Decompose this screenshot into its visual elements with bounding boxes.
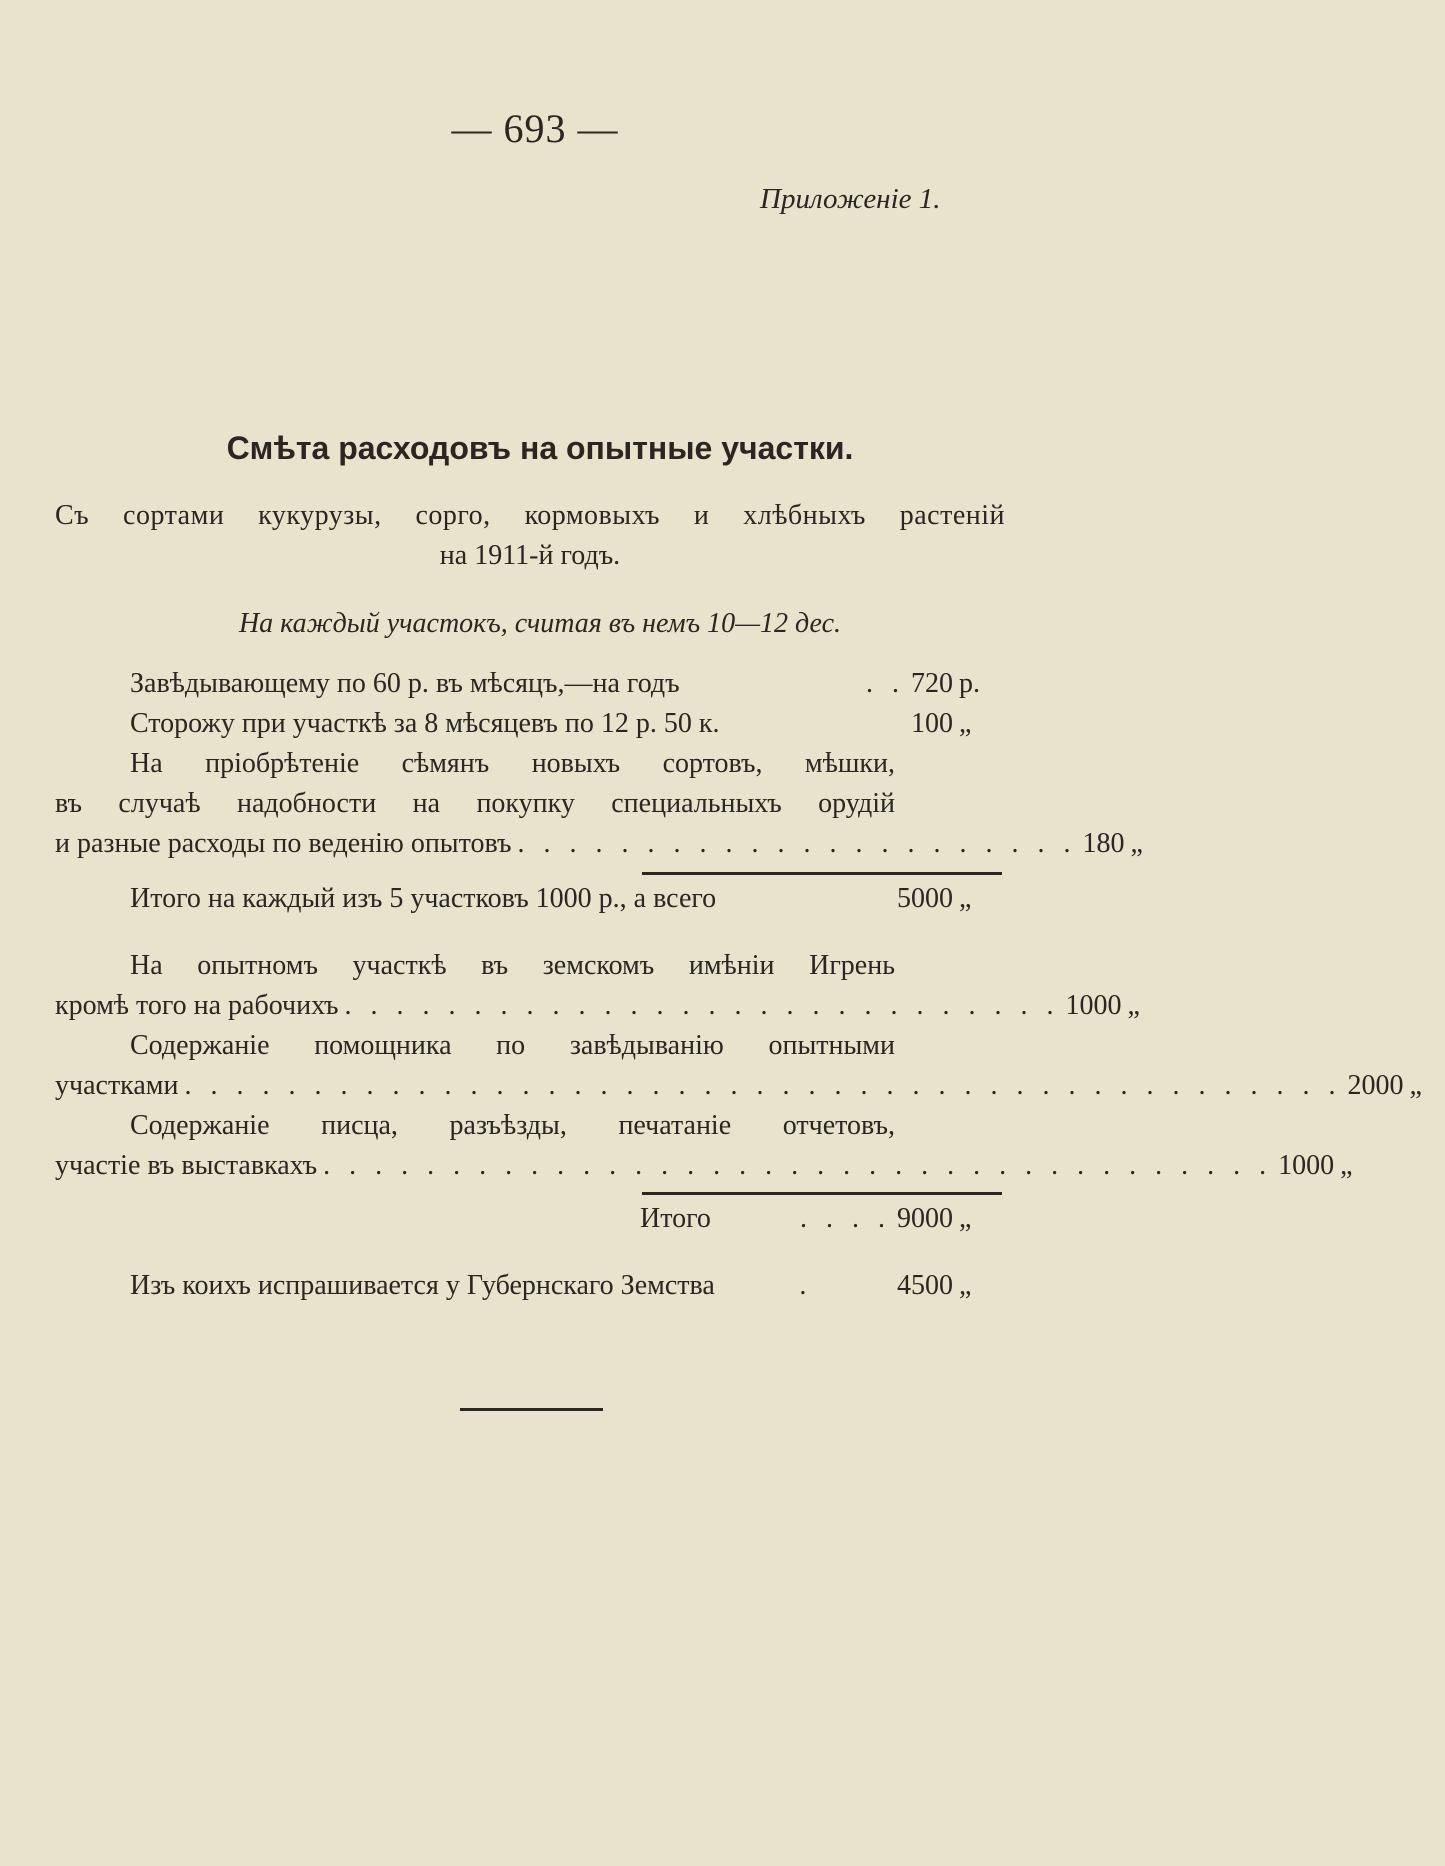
item-seeds-line-2: въ случаѣ надобности на покупку специальныхъ орудій	[55, 788, 895, 819]
total-unit: „	[959, 1203, 972, 1234]
extra-labor-line-2	[55, 990, 1140, 1022]
item-text: участками	[55, 1070, 179, 1101]
page-number: — 693 —	[451, 106, 619, 151]
request-amount: 4500	[897, 1270, 953, 1301]
item-unit: „	[1409, 1070, 1422, 1101]
appendix-label: Приложеніе 1.	[760, 183, 941, 215]
per-plot-note: На каждый участокъ, считая въ немъ 10—12 дес.	[238, 608, 842, 639]
item-text: Завѣдывающему по 60 р. въ мѣсяцъ,—на годъ	[130, 668, 680, 699]
item-amount: 100	[911, 708, 953, 739]
closing-rule	[460, 1408, 603, 1411]
item-dots: . .	[866, 668, 905, 699]
item-unit: „	[959, 708, 972, 739]
item-dots: . . . . . . . . . . . . . . . . . . . . . . . . . . . .	[344, 990, 1060, 1021]
request-dots: .	[799, 1270, 813, 1301]
extra-assistant-line-2	[55, 1070, 1422, 1102]
item-amount: 180	[1082, 828, 1125, 859]
item-dots: . . . . . . . . . . . . . . . . . . . . . . . . . . . . . . . . . . . . .	[323, 1150, 1273, 1181]
item-text: и разные расходы по веденію опытовъ	[55, 828, 512, 859]
document-title: Смѣта расходовъ на опытные участки.	[226, 430, 854, 466]
request-text: Изъ коихъ испрашивается у Губернскаго Земства	[130, 1270, 715, 1301]
total-label: Итого	[640, 1203, 711, 1234]
extra-clerk-line-2	[55, 1150, 1353, 1182]
subtitle-line-1: Съ сортами кукурузы, сорго, кормовыхъ и хлѣбныхъ растеній	[55, 500, 1005, 531]
total-rule	[642, 1192, 1002, 1195]
subtotal-text: Итого на каждый изъ 5 участковъ 1000 р., а всего	[130, 883, 717, 914]
total-amount: 9000	[897, 1203, 953, 1234]
subtotal-rule	[642, 872, 1002, 875]
subtotal-row	[130, 883, 995, 915]
item-manager-salary	[130, 668, 995, 700]
item-unit: „	[1127, 990, 1140, 1021]
request-unit: „	[959, 1270, 972, 1301]
extra-labor-line-1: На опытномъ участкѣ въ земскомъ имѣніи Игрень	[130, 950, 895, 981]
extra-clerk-line-1: Содержаніе писца, разъѣзды, печатаніе отчетовъ,	[130, 1110, 895, 1141]
item-amount: 2000	[1347, 1070, 1404, 1101]
item-seeds-line-3	[55, 828, 1143, 860]
item-unit: р.	[959, 668, 980, 699]
request-row	[130, 1270, 995, 1302]
subtotal-amount: 5000	[897, 883, 953, 914]
item-dots: . . . . . . . . . . . . . . . . . . . . . . . . . . . . . . . . . . . . . . . . . . . . .	[184, 1070, 1342, 1101]
item-amount: 1000	[1065, 990, 1122, 1021]
item-unit: „	[1130, 828, 1143, 859]
item-text: Сторожу при участкѣ за 8 мѣсяцевъ по 12 р. 50 к.	[130, 708, 720, 739]
extra-assistant-line-1: Содержаніе помощника по завѣдыванію опытными	[130, 1030, 895, 1061]
total-dots: . . . .	[800, 1203, 891, 1234]
subtotal-unit: „	[959, 883, 972, 914]
item-watchman	[130, 708, 995, 740]
subtitle-line-2: на 1911-й годъ.	[439, 540, 621, 571]
total-row	[640, 1203, 995, 1235]
item-seeds-line-1: На пріобрѣтеніе сѣмянъ новыхъ сортовъ, мѣшки,	[130, 748, 895, 779]
item-text: участіе въ выставкахъ	[55, 1150, 318, 1181]
item-unit: „	[1340, 1150, 1353, 1181]
item-amount: 1000	[1278, 1150, 1335, 1181]
item-dots: . . . . . . . . . . . . . . . . . . . . . .	[517, 828, 1077, 859]
item-text: кромѣ того на рабочихъ	[55, 990, 339, 1021]
item-amount: 720	[911, 668, 953, 699]
